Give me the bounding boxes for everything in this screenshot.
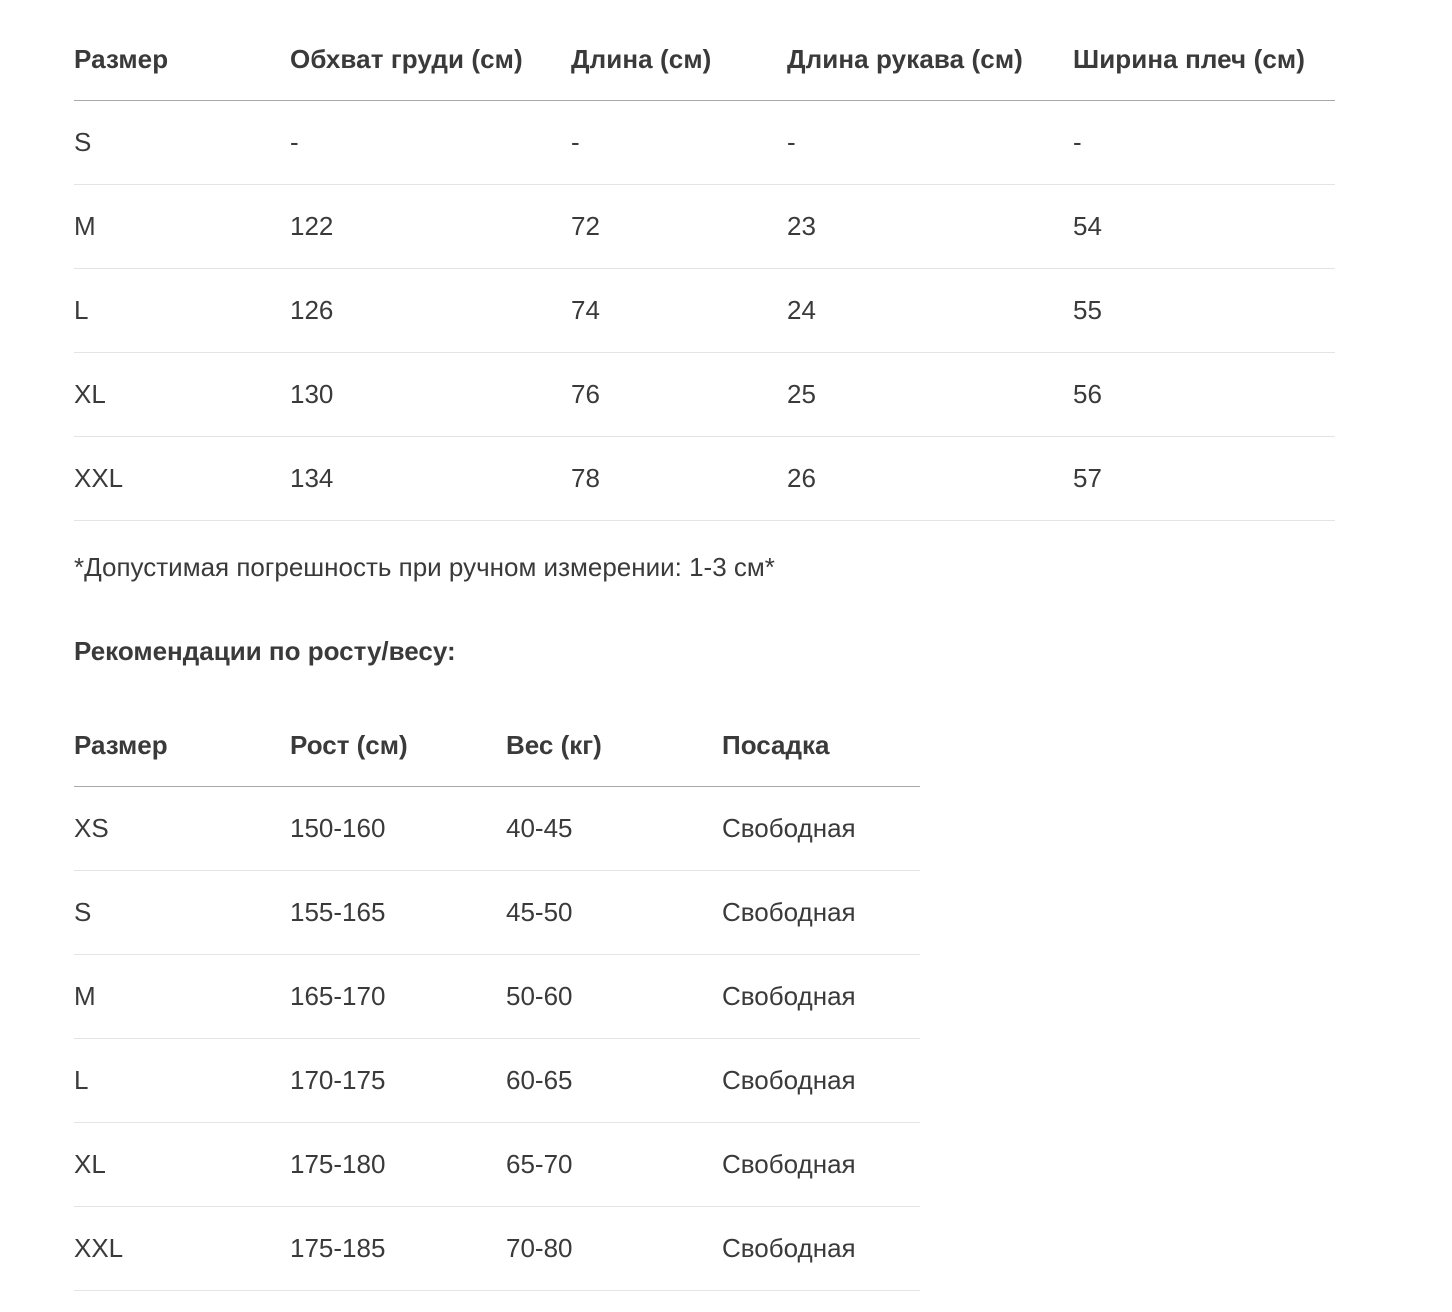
cell-size: M <box>74 184 290 268</box>
cell-size: XL <box>74 352 290 436</box>
table-row <box>74 436 1335 520</box>
column-header-size: Размер <box>74 686 290 786</box>
cell-height: 155-165 <box>290 870 506 954</box>
table-row <box>74 786 920 870</box>
cell-height: 170-175 <box>290 1038 506 1122</box>
table-row <box>74 100 1335 184</box>
cell-shoulders: - <box>1073 100 1335 184</box>
cell-size: M <box>74 954 290 1038</box>
table-row <box>74 1038 920 1122</box>
cell-size: L <box>74 268 290 352</box>
cell-size: XL <box>74 1122 290 1206</box>
size-measurements-table <box>74 0 1335 521</box>
cell-fit: Свободная <box>722 1038 920 1122</box>
table-header-row <box>74 686 920 786</box>
cell-size: S <box>74 100 290 184</box>
cell-height: 175-180 <box>290 1122 506 1206</box>
table-row <box>74 184 1335 268</box>
height-weight-recommendations-table <box>74 686 920 1291</box>
recommendations-title: Рекомендации по росту/весу: <box>74 636 456 666</box>
cell-weight: 45-50 <box>506 870 722 954</box>
table-header-row <box>74 0 1335 100</box>
cell-chest: - <box>290 100 571 184</box>
cell-chest: 126 <box>290 268 571 352</box>
cell-sleeve: 24 <box>787 268 1073 352</box>
cell-shoulders: 55 <box>1073 268 1335 352</box>
table-row <box>74 268 1335 352</box>
cell-size: L <box>74 1038 290 1122</box>
cell-weight: 60-65 <box>506 1038 722 1122</box>
cell-sleeve: 23 <box>787 184 1073 268</box>
cell-length: 76 <box>571 352 787 436</box>
table-row <box>74 1122 920 1206</box>
cell-chest: 134 <box>290 436 571 520</box>
cell-fit: Свободная <box>722 1122 920 1206</box>
cell-size: S <box>74 870 290 954</box>
table-row <box>74 954 920 1038</box>
table-row <box>74 352 1335 436</box>
size-table-container <box>74 0 1335 521</box>
cell-shoulders: 54 <box>1073 184 1335 268</box>
cell-fit: Свободная <box>722 870 920 954</box>
cell-weight: 40-45 <box>506 786 722 870</box>
cell-weight: 70-80 <box>506 1206 722 1290</box>
cell-sleeve: 25 <box>787 352 1073 436</box>
cell-length: 78 <box>571 436 787 520</box>
column-header-weight: Вес (кг) <box>506 686 722 786</box>
cell-shoulders: 57 <box>1073 436 1335 520</box>
cell-length: - <box>571 100 787 184</box>
column-header-shoulders: Ширина плеч (см) <box>1073 0 1335 100</box>
recommendations-table-container <box>74 686 920 1291</box>
column-header-chest: Обхват груди (см) <box>290 0 571 100</box>
cell-shoulders: 56 <box>1073 352 1335 436</box>
column-header-length: Длина (см) <box>571 0 787 100</box>
cell-fit: Свободная <box>722 786 920 870</box>
cell-size: XS <box>74 786 290 870</box>
cell-length: 72 <box>571 184 787 268</box>
table-row <box>74 1206 920 1290</box>
cell-weight: 65-70 <box>506 1122 722 1206</box>
column-header-size: Размер <box>74 0 290 100</box>
cell-fit: Свободная <box>722 1206 920 1290</box>
cell-size: XXL <box>74 436 290 520</box>
column-header-height: Рост (см) <box>290 686 506 786</box>
cell-sleeve: - <box>787 100 1073 184</box>
column-header-sleeve: Длина рукава (см) <box>787 0 1073 100</box>
table-row <box>74 870 920 954</box>
cell-size: XXL <box>74 1206 290 1290</box>
cell-chest: 130 <box>290 352 571 436</box>
measurement-tolerance-note: *Допустимая погрешность при ручном измерении: 1-3 см* <box>74 552 775 582</box>
cell-sleeve: 26 <box>787 436 1073 520</box>
cell-weight: 50-60 <box>506 954 722 1038</box>
cell-length: 74 <box>571 268 787 352</box>
cell-fit: Свободная <box>722 954 920 1038</box>
cell-height: 165-170 <box>290 954 506 1038</box>
cell-height: 175-185 <box>290 1206 506 1290</box>
cell-chest: 122 <box>290 184 571 268</box>
cell-height: 150-160 <box>290 786 506 870</box>
column-header-fit: Посадка <box>722 686 920 786</box>
